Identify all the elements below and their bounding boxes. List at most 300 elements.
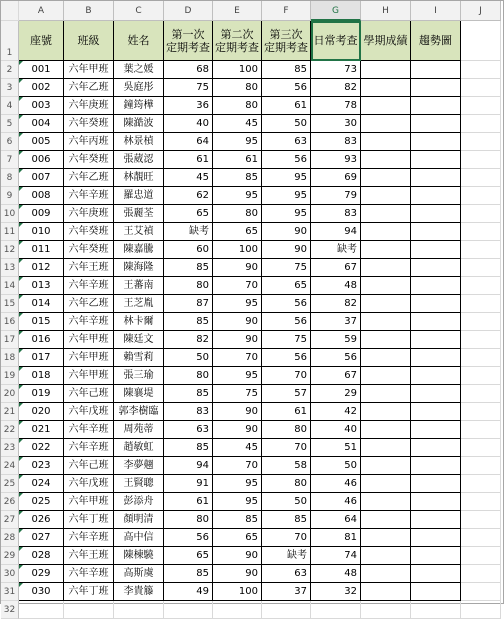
- table-cell[interactable]: 29: [311, 385, 361, 403]
- table-cell[interactable]: [411, 457, 461, 475]
- table-cell[interactable]: 83: [164, 403, 213, 421]
- empty-cell[interactable]: [461, 583, 501, 601]
- table-cell[interactable]: 027: [19, 529, 64, 547]
- table-cell[interactable]: [361, 385, 411, 403]
- empty-cell[interactable]: [461, 367, 501, 385]
- table-cell[interactable]: 陳海隆: [114, 259, 164, 277]
- empty-cell[interactable]: [461, 151, 501, 169]
- row-number[interactable]: 12: [1, 241, 19, 259]
- table-cell[interactable]: 56: [262, 79, 311, 97]
- table-cell[interactable]: 賴雪莉: [114, 349, 164, 367]
- table-cell[interactable]: 79: [311, 187, 361, 205]
- table-cell[interactable]: 56: [262, 151, 311, 169]
- empty-cell[interactable]: [461, 475, 501, 493]
- table-cell[interactable]: 95: [262, 169, 311, 187]
- table-cell[interactable]: 六年戊班: [64, 475, 114, 493]
- table-cell[interactable]: 95: [213, 367, 262, 385]
- table-cell[interactable]: 陳嘉騰: [114, 241, 164, 259]
- empty-cell[interactable]: [461, 457, 501, 475]
- table-cell[interactable]: 65: [213, 529, 262, 547]
- table-cell[interactable]: 葉之媛: [114, 61, 164, 79]
- table-cell[interactable]: [411, 241, 461, 259]
- table-cell[interactable]: 70: [262, 367, 311, 385]
- table-cell[interactable]: 六年戊班: [64, 403, 114, 421]
- table-header[interactable]: 姓名: [114, 21, 164, 61]
- table-cell[interactable]: 013: [19, 277, 64, 295]
- table-cell[interactable]: 六年庚班: [64, 205, 114, 223]
- table-cell[interactable]: 016: [19, 331, 64, 349]
- table-cell[interactable]: 023: [19, 457, 64, 475]
- table-header[interactable]: 座號: [19, 21, 64, 61]
- table-cell[interactable]: 70: [262, 439, 311, 457]
- table-cell[interactable]: 61: [213, 151, 262, 169]
- empty-cell[interactable]: [164, 601, 213, 619]
- table-cell[interactable]: [361, 205, 411, 223]
- table-cell[interactable]: 吳庭彤: [114, 79, 164, 97]
- table-cell[interactable]: 六年甲班: [64, 349, 114, 367]
- table-cell[interactable]: 100: [213, 241, 262, 259]
- empty-cell[interactable]: [461, 601, 501, 619]
- table-cell[interactable]: 90: [213, 547, 262, 565]
- empty-cell[interactable]: [361, 601, 411, 619]
- table-cell[interactable]: 周苑蒂: [114, 421, 164, 439]
- column-header-d[interactable]: D: [164, 1, 213, 21]
- row-number[interactable]: 14: [1, 277, 19, 295]
- empty-cell[interactable]: [114, 601, 164, 619]
- table-header[interactable]: 日常考查: [311, 21, 361, 61]
- table-cell[interactable]: 48: [311, 565, 361, 583]
- table-cell[interactable]: 六年己班: [64, 385, 114, 403]
- table-cell[interactable]: 李貴籐: [114, 583, 164, 601]
- table-header[interactable]: 第一次 定期考查: [164, 21, 213, 61]
- empty-cell[interactable]: [461, 529, 501, 547]
- table-cell[interactable]: 80: [262, 421, 311, 439]
- table-cell[interactable]: 郭李樹臨: [114, 403, 164, 421]
- table-cell[interactable]: 85: [164, 259, 213, 277]
- table-cell[interactable]: [361, 475, 411, 493]
- table-cell[interactable]: 六年丁班: [64, 583, 114, 601]
- table-cell[interactable]: 65: [164, 205, 213, 223]
- table-cell[interactable]: 015: [19, 313, 64, 331]
- table-cell[interactable]: 六年甲班: [64, 331, 114, 349]
- row-number[interactable]: 3: [1, 79, 19, 97]
- table-cell[interactable]: 82: [311, 295, 361, 313]
- table-cell[interactable]: 缺考: [164, 223, 213, 241]
- table-cell[interactable]: [411, 115, 461, 133]
- table-cell[interactable]: 張葳涊: [114, 151, 164, 169]
- row-number[interactable]: 29: [1, 547, 19, 565]
- table-cell[interactable]: 85: [164, 565, 213, 583]
- table-cell[interactable]: 30: [311, 115, 361, 133]
- table-cell[interactable]: 014: [19, 295, 64, 313]
- row-number[interactable]: 19: [1, 367, 19, 385]
- row-number[interactable]: 1: [1, 21, 19, 61]
- table-cell[interactable]: [411, 385, 461, 403]
- table-cell[interactable]: 85: [262, 61, 311, 79]
- row-number[interactable]: 27: [1, 511, 19, 529]
- table-cell[interactable]: [361, 115, 411, 133]
- empty-cell[interactable]: [461, 169, 501, 187]
- table-cell[interactable]: 六年辛班: [64, 187, 114, 205]
- table-cell[interactable]: 陳澔波: [114, 115, 164, 133]
- table-cell[interactable]: 37: [262, 583, 311, 601]
- table-cell[interactable]: 61: [262, 403, 311, 421]
- table-cell[interactable]: 024: [19, 475, 64, 493]
- table-cell[interactable]: 95: [213, 493, 262, 511]
- table-cell[interactable]: 95: [213, 295, 262, 313]
- row-number[interactable]: 8: [1, 169, 19, 187]
- empty-cell[interactable]: [461, 187, 501, 205]
- table-cell[interactable]: [361, 313, 411, 331]
- table-cell[interactable]: 65: [164, 547, 213, 565]
- column-header-j[interactable]: J: [461, 1, 501, 21]
- table-cell[interactable]: 高中信: [114, 529, 164, 547]
- table-cell[interactable]: 50: [262, 493, 311, 511]
- column-header-e[interactable]: E: [213, 1, 262, 21]
- empty-cell[interactable]: [461, 79, 501, 97]
- table-cell[interactable]: [361, 439, 411, 457]
- table-cell[interactable]: 87: [164, 295, 213, 313]
- table-cell[interactable]: [411, 367, 461, 385]
- table-cell[interactable]: 60: [164, 241, 213, 259]
- table-cell[interactable]: 005: [19, 133, 64, 151]
- row-number[interactable]: 2: [1, 61, 19, 79]
- empty-cell[interactable]: [411, 601, 461, 619]
- table-cell[interactable]: 陳棟驍: [114, 547, 164, 565]
- table-cell[interactable]: 六年王班: [64, 547, 114, 565]
- table-cell[interactable]: 65: [262, 277, 311, 295]
- empty-cell[interactable]: [262, 601, 311, 619]
- table-cell[interactable]: 80: [262, 475, 311, 493]
- table-cell[interactable]: [361, 223, 411, 241]
- table-cell[interactable]: 六年庚班: [64, 97, 114, 115]
- table-cell[interactable]: 40: [311, 421, 361, 439]
- table-cell[interactable]: 六年癸班: [64, 223, 114, 241]
- table-cell[interactable]: 007: [19, 169, 64, 187]
- table-cell[interactable]: 50: [262, 115, 311, 133]
- row-number[interactable]: 26: [1, 493, 19, 511]
- row-number[interactable]: 6: [1, 133, 19, 151]
- table-cell[interactable]: 70: [213, 349, 262, 367]
- table-cell[interactable]: 100: [213, 61, 262, 79]
- table-cell[interactable]: 95: [213, 187, 262, 205]
- table-cell[interactable]: 王賢聰: [114, 475, 164, 493]
- table-cell[interactable]: 張麗荃: [114, 205, 164, 223]
- row-number[interactable]: 25: [1, 475, 19, 493]
- table-cell[interactable]: 85: [164, 385, 213, 403]
- table-cell[interactable]: [361, 403, 411, 421]
- row-number[interactable]: 15: [1, 295, 19, 313]
- table-cell[interactable]: 93: [311, 151, 361, 169]
- table-cell[interactable]: [411, 259, 461, 277]
- empty-cell[interactable]: [461, 421, 501, 439]
- table-cell[interactable]: 缺考: [262, 547, 311, 565]
- table-cell[interactable]: 趙敏虹: [114, 439, 164, 457]
- table-cell[interactable]: 六年王班: [64, 259, 114, 277]
- table-cell[interactable]: 011: [19, 241, 64, 259]
- table-cell[interactable]: [411, 313, 461, 331]
- table-cell[interactable]: 36: [164, 97, 213, 115]
- row-number[interactable]: 23: [1, 439, 19, 457]
- table-cell[interactable]: 六年癸班: [64, 151, 114, 169]
- table-cell[interactable]: 94: [164, 457, 213, 475]
- empty-cell[interactable]: [461, 565, 501, 583]
- table-cell[interactable]: 006: [19, 151, 64, 169]
- table-cell[interactable]: 林卡爾: [114, 313, 164, 331]
- table-cell[interactable]: 鐘筠樺: [114, 97, 164, 115]
- table-cell[interactable]: [361, 151, 411, 169]
- table-cell[interactable]: [361, 511, 411, 529]
- table-cell[interactable]: 45: [164, 169, 213, 187]
- table-cell[interactable]: 63: [262, 133, 311, 151]
- table-cell[interactable]: [411, 61, 461, 79]
- empty-cell[interactable]: [461, 205, 501, 223]
- table-cell[interactable]: 85: [164, 313, 213, 331]
- empty-cell[interactable]: [461, 493, 501, 511]
- table-cell[interactable]: 029: [19, 565, 64, 583]
- row-number[interactable]: 10: [1, 205, 19, 223]
- table-cell[interactable]: 六年己班: [64, 457, 114, 475]
- empty-cell[interactable]: [461, 61, 501, 79]
- row-number[interactable]: 11: [1, 223, 19, 241]
- table-cell[interactable]: 90: [213, 403, 262, 421]
- table-cell[interactable]: 羅忠道: [114, 187, 164, 205]
- table-cell[interactable]: [411, 277, 461, 295]
- table-cell[interactable]: [411, 529, 461, 547]
- table-cell[interactable]: 49: [164, 583, 213, 601]
- column-header-a[interactable]: A: [19, 1, 64, 21]
- table-header[interactable]: 趨勢圖: [411, 21, 461, 61]
- table-cell[interactable]: [411, 565, 461, 583]
- table-cell[interactable]: 73: [311, 61, 361, 79]
- table-cell[interactable]: 85: [213, 169, 262, 187]
- row-number[interactable]: 32: [1, 601, 19, 619]
- table-cell[interactable]: [411, 169, 461, 187]
- column-header-h[interactable]: H: [361, 1, 411, 21]
- empty-cell[interactable]: [461, 133, 501, 151]
- table-cell[interactable]: 彭添舟: [114, 493, 164, 511]
- row-number[interactable]: 9: [1, 187, 19, 205]
- table-cell[interactable]: 82: [311, 79, 361, 97]
- table-cell[interactable]: 64: [164, 133, 213, 151]
- empty-cell[interactable]: [461, 259, 501, 277]
- empty-cell[interactable]: [461, 349, 501, 367]
- table-cell[interactable]: 75: [213, 385, 262, 403]
- table-cell[interactable]: 45: [213, 115, 262, 133]
- table-cell[interactable]: [361, 187, 411, 205]
- column-header-c[interactable]: C: [114, 1, 164, 21]
- row-number[interactable]: 16: [1, 313, 19, 331]
- table-cell[interactable]: 68: [164, 61, 213, 79]
- table-cell[interactable]: [411, 583, 461, 601]
- table-cell[interactable]: 019: [19, 385, 64, 403]
- table-cell[interactable]: 37: [311, 313, 361, 331]
- table-cell[interactable]: 001: [19, 61, 64, 79]
- table-cell[interactable]: 95: [213, 133, 262, 151]
- table-cell[interactable]: 61: [262, 97, 311, 115]
- table-cell[interactable]: 56: [262, 313, 311, 331]
- table-cell[interactable]: 83: [311, 133, 361, 151]
- table-cell[interactable]: 020: [19, 403, 64, 421]
- table-cell[interactable]: 56: [262, 349, 311, 367]
- table-cell[interactable]: 78: [311, 97, 361, 115]
- table-cell[interactable]: 67: [311, 367, 361, 385]
- table-cell[interactable]: 80: [213, 79, 262, 97]
- table-cell[interactable]: 80: [213, 205, 262, 223]
- row-number[interactable]: 21: [1, 403, 19, 421]
- table-cell[interactable]: [361, 259, 411, 277]
- row-number[interactable]: 24: [1, 457, 19, 475]
- empty-cell[interactable]: [461, 331, 501, 349]
- table-cell[interactable]: 59: [311, 331, 361, 349]
- table-cell[interactable]: 林靚旺: [114, 169, 164, 187]
- table-cell[interactable]: 80: [164, 367, 213, 385]
- table-cell[interactable]: 六年辛班: [64, 421, 114, 439]
- table-cell[interactable]: 003: [19, 97, 64, 115]
- table-cell[interactable]: 028: [19, 547, 64, 565]
- table-cell[interactable]: [411, 511, 461, 529]
- table-cell[interactable]: 81: [311, 529, 361, 547]
- table-cell[interactable]: 61: [164, 493, 213, 511]
- row-number[interactable]: 20: [1, 385, 19, 403]
- table-cell[interactable]: 六年癸班: [64, 115, 114, 133]
- table-cell[interactable]: 85: [262, 511, 311, 529]
- table-cell[interactable]: 王芝胤: [114, 295, 164, 313]
- table-cell[interactable]: 李夢翹: [114, 457, 164, 475]
- table-cell[interactable]: 75: [262, 259, 311, 277]
- row-number[interactable]: 5: [1, 115, 19, 133]
- table-cell[interactable]: 002: [19, 79, 64, 97]
- table-cell[interactable]: 025: [19, 493, 64, 511]
- table-cell[interactable]: 56: [311, 349, 361, 367]
- empty-cell[interactable]: [461, 21, 501, 61]
- table-cell[interactable]: 56: [164, 529, 213, 547]
- table-cell[interactable]: 46: [311, 475, 361, 493]
- table-cell[interactable]: [361, 79, 411, 97]
- table-cell[interactable]: 六年甲班: [64, 61, 114, 79]
- empty-cell[interactable]: [19, 601, 64, 619]
- table-cell[interactable]: [411, 97, 461, 115]
- table-cell[interactable]: 六年癸班: [64, 241, 114, 259]
- empty-cell[interactable]: [461, 511, 501, 529]
- table-cell[interactable]: [361, 421, 411, 439]
- table-cell[interactable]: 63: [262, 565, 311, 583]
- table-cell[interactable]: [361, 169, 411, 187]
- table-cell[interactable]: [361, 331, 411, 349]
- table-cell[interactable]: 80: [164, 511, 213, 529]
- table-cell[interactable]: 026: [19, 511, 64, 529]
- table-cell[interactable]: 林景楨: [114, 133, 164, 151]
- table-cell[interactable]: 50: [311, 457, 361, 475]
- table-cell[interactable]: 009: [19, 205, 64, 223]
- table-cell[interactable]: 陳襄堤: [114, 385, 164, 403]
- table-cell[interactable]: 56: [262, 295, 311, 313]
- table-cell[interactable]: [411, 493, 461, 511]
- table-cell[interactable]: 張三瑜: [114, 367, 164, 385]
- table-cell[interactable]: [361, 547, 411, 565]
- table-cell[interactable]: 40: [164, 115, 213, 133]
- table-cell[interactable]: 85: [213, 511, 262, 529]
- table-cell[interactable]: 70: [213, 277, 262, 295]
- table-cell[interactable]: 缺考: [311, 241, 361, 259]
- table-cell[interactable]: [361, 367, 411, 385]
- empty-cell[interactable]: [461, 277, 501, 295]
- table-cell[interactable]: 90: [262, 241, 311, 259]
- table-cell[interactable]: [361, 349, 411, 367]
- table-cell[interactable]: 六年辛班: [64, 313, 114, 331]
- empty-cell[interactable]: [461, 295, 501, 313]
- table-header[interactable]: 第二次 定期考查: [213, 21, 262, 61]
- select-all-corner[interactable]: [1, 1, 19, 21]
- table-cell[interactable]: 70: [213, 457, 262, 475]
- empty-cell[interactable]: [461, 223, 501, 241]
- empty-cell[interactable]: [311, 601, 361, 619]
- table-cell[interactable]: 六年甲班: [64, 493, 114, 511]
- table-cell[interactable]: [361, 61, 411, 79]
- table-header[interactable]: 第三次 定期考查: [262, 21, 311, 61]
- table-cell[interactable]: [411, 205, 461, 223]
- table-cell[interactable]: 95: [213, 475, 262, 493]
- empty-cell[interactable]: [461, 385, 501, 403]
- empty-cell[interactable]: [64, 601, 114, 619]
- table-cell[interactable]: [411, 295, 461, 313]
- column-header-i[interactable]: I: [411, 1, 461, 21]
- table-cell[interactable]: 65: [213, 223, 262, 241]
- table-cell[interactable]: [411, 151, 461, 169]
- empty-cell[interactable]: [461, 403, 501, 421]
- table-cell[interactable]: 王蕃南: [114, 277, 164, 295]
- column-header-g[interactable]: G: [311, 1, 361, 21]
- row-number[interactable]: 7: [1, 151, 19, 169]
- table-cell[interactable]: [411, 133, 461, 151]
- table-cell[interactable]: [361, 133, 411, 151]
- table-cell[interactable]: 六年丁班: [64, 511, 114, 529]
- table-cell[interactable]: [361, 241, 411, 259]
- row-number[interactable]: 30: [1, 565, 19, 583]
- row-number[interactable]: 4: [1, 97, 19, 115]
- table-cell[interactable]: 004: [19, 115, 64, 133]
- table-cell[interactable]: 六年乙班: [64, 295, 114, 313]
- table-cell[interactable]: [361, 277, 411, 295]
- table-cell[interactable]: 008: [19, 187, 64, 205]
- table-cell[interactable]: [411, 79, 461, 97]
- table-cell[interactable]: [411, 547, 461, 565]
- table-cell[interactable]: 六年甲班: [64, 367, 114, 385]
- table-cell[interactable]: [361, 565, 411, 583]
- table-cell[interactable]: 67: [311, 259, 361, 277]
- table-cell[interactable]: [411, 223, 461, 241]
- empty-cell[interactable]: [461, 439, 501, 457]
- table-cell[interactable]: 80: [164, 277, 213, 295]
- table-cell[interactable]: [411, 349, 461, 367]
- table-cell[interactable]: [361, 295, 411, 313]
- table-cell[interactable]: 六年辛班: [64, 439, 114, 457]
- table-cell[interactable]: [411, 439, 461, 457]
- table-cell[interactable]: 83: [311, 205, 361, 223]
- table-cell[interactable]: [411, 187, 461, 205]
- empty-cell[interactable]: [461, 241, 501, 259]
- table-cell[interactable]: 85: [164, 439, 213, 457]
- table-cell[interactable]: 90: [213, 565, 262, 583]
- table-cell[interactable]: 010: [19, 223, 64, 241]
- empty-cell[interactable]: [461, 115, 501, 133]
- table-cell[interactable]: 48: [311, 277, 361, 295]
- table-header[interactable]: 學期成績: [361, 21, 411, 61]
- table-cell[interactable]: 95: [262, 205, 311, 223]
- table-cell[interactable]: [411, 421, 461, 439]
- table-cell[interactable]: 91: [164, 475, 213, 493]
- table-cell[interactable]: [361, 583, 411, 601]
